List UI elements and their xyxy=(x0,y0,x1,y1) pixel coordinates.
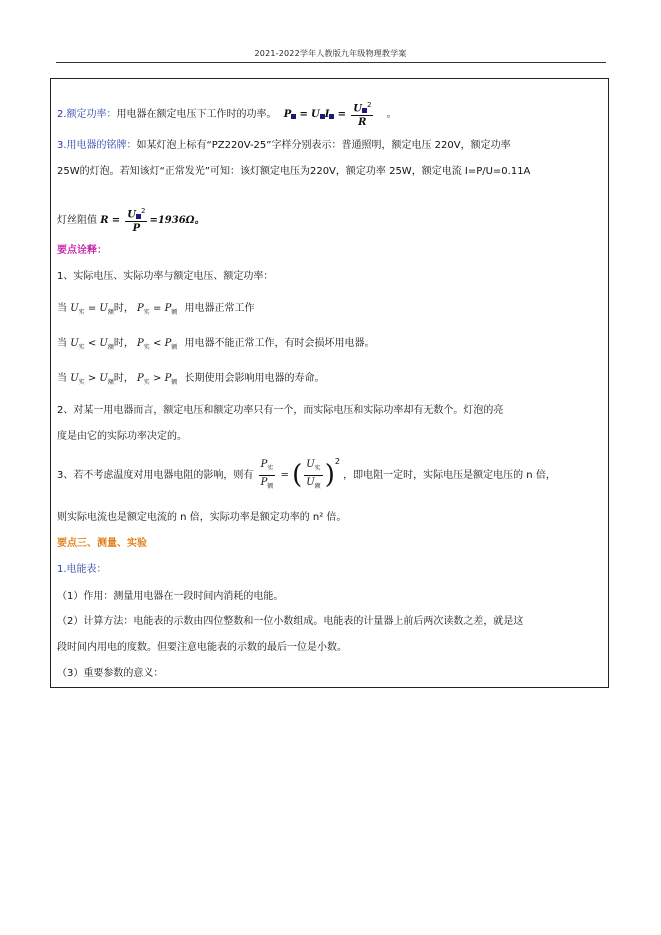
symbol-p: P xyxy=(164,373,172,384)
subscript-block xyxy=(136,214,141,219)
nameplate-line-3 xyxy=(57,205,205,235)
nameplate-line-1 xyxy=(57,139,511,153)
key-point-title: 要点诠释： xyxy=(57,245,107,256)
energy-meter-function: （1）作用：测量用电器在一段时间内消耗的电能。 xyxy=(57,591,284,602)
symbol-u: U xyxy=(99,338,108,349)
symbol-p: P xyxy=(137,338,144,349)
subscript-block xyxy=(362,108,367,113)
rated-power-label: 2.额定功率： xyxy=(57,109,117,121)
subscript-rated: 额 xyxy=(171,379,178,386)
condition-prefix: 当 xyxy=(57,373,67,384)
section-measurement-title: 要点三、测量、实验 xyxy=(57,538,147,549)
formula-fraction xyxy=(351,99,373,129)
subscript-actual: 实 xyxy=(314,464,321,472)
subscript-block xyxy=(291,114,296,119)
subscript-actual: 实 xyxy=(78,379,85,386)
subscript-rated: 额 xyxy=(171,309,178,316)
energy-meter-calc-a: （2）计算方法：电能表的示数由四位整数和一位小数组成。电能表的计量器上前后两次读数之差，就是这 xyxy=(57,616,524,627)
symbol-p: P xyxy=(164,303,172,314)
filament-resistance-label: 灯丝阻值 xyxy=(57,215,97,227)
subscript-rated: 额 xyxy=(267,482,274,490)
right-paren: ) xyxy=(324,460,335,491)
formula-r: R xyxy=(100,215,109,227)
energy-meter-calc-b: 段时间内用电的度数。但要注意电能表的示数的最后一位是小数。 xyxy=(57,642,347,653)
subscript-actual: 实 xyxy=(267,464,274,472)
resistance-result: =1936Ω。 xyxy=(149,215,205,227)
subscript-actual: 实 xyxy=(143,379,150,386)
formula-eq: = xyxy=(337,109,347,121)
key-point-item-3-line xyxy=(57,456,556,496)
voltage-ratio-fraction xyxy=(304,458,322,493)
key-point-item-3b: ，即电阻一定时，实际电压是额定电压的 n 倍， xyxy=(343,470,556,481)
key-point-item-3a: 3、若不考虑温度对用电器电阻的影响，则有 xyxy=(57,470,254,481)
condition-less-result: 用电器不能正常工作，有时会损坏用电器。 xyxy=(184,338,375,349)
symbol-u: U xyxy=(306,458,315,470)
rated-power-text: 用电器在额定电压下工作时的功率。 xyxy=(116,109,277,121)
formula-eq: = xyxy=(111,215,121,227)
subscript-actual: 实 xyxy=(78,344,85,351)
condition-prefix: 当 xyxy=(57,303,67,314)
relation-greater: > xyxy=(87,373,97,384)
energy-meter-params: （3）重要参数的意义： xyxy=(57,668,164,679)
symbol-u: U xyxy=(99,303,108,314)
ratio-power: 2 xyxy=(334,457,340,467)
fraction-denominator: R xyxy=(358,117,367,129)
relation-equal: = xyxy=(280,469,289,481)
symbol-u: U xyxy=(306,476,315,488)
rated-power-end: 。 xyxy=(386,109,397,121)
key-point-item-2a: 2、对某一用电器而言，额定电压和额定功率只有一个，而实际电压和实际功率却有无数个。灯泡的亮 xyxy=(57,405,504,416)
subscript-rated: 额 xyxy=(107,379,114,386)
left-paren: ( xyxy=(292,460,303,491)
relation-greater: > xyxy=(152,373,162,384)
relation-less: < xyxy=(87,338,97,349)
condition-when: 时， xyxy=(113,373,134,384)
power-ratio-formula xyxy=(257,457,340,493)
resistance-formula xyxy=(100,205,204,235)
nameplate-line-2: 25W的灯泡。若知该灯“正常发光”可知：该灯额定电压为220V，额定功率 25W，额定电流 I=P/U=0.11A xyxy=(57,166,531,177)
symbol-u: U xyxy=(70,338,79,349)
nameplate-text-1: 如某灯泡上标有“PZ220V-25”字样分别表示：普通照明，额定电压 220V，额定功率 xyxy=(136,140,511,151)
symbol-u: U xyxy=(99,373,108,384)
condition-prefix: 当 xyxy=(57,338,67,349)
key-point-item-1: 1、实际电压、实际功率与额定电压、额定功率： xyxy=(57,271,274,282)
fraction-power: 2 xyxy=(366,101,372,109)
subscript-actual: 实 xyxy=(78,309,85,316)
condition-less-line xyxy=(57,337,375,355)
resistance-fraction xyxy=(125,205,147,235)
key-point-item-2b: 度是由它的实际功率决定的。 xyxy=(57,431,187,442)
key-point-item-3c: 则实际电流也是额定电流的 n 倍，实际功率是额定功率的 n² 倍。 xyxy=(57,512,347,523)
header-divider xyxy=(56,62,606,63)
subscript-rated: 额 xyxy=(314,482,321,490)
condition-greater-result: 长期使用会影响用电器的寿命。 xyxy=(184,373,325,384)
symbol-p: P xyxy=(137,303,144,314)
symbol-p: P xyxy=(137,373,144,384)
fraction-power: 2 xyxy=(141,207,146,215)
condition-when: 时， xyxy=(113,338,134,349)
subscript-rated: 额 xyxy=(171,344,178,351)
formula-i: I xyxy=(324,109,330,121)
nameplate-label: 3.用电器的铭牌： xyxy=(57,140,137,151)
symbol-p: P xyxy=(260,458,268,470)
power-ratio-fraction xyxy=(259,458,276,493)
symbol-u: U xyxy=(70,303,79,314)
formula-u: U xyxy=(311,109,320,121)
condition-when: 时， xyxy=(113,303,134,314)
subscript-block xyxy=(329,114,334,119)
relation-equal: = xyxy=(87,303,97,314)
subscript-actual: 实 xyxy=(143,309,150,316)
page-header-title: 2021-2022学年人教版九年级物理教学案 xyxy=(254,49,407,58)
symbol-p: P xyxy=(260,476,268,488)
subscript-rated: 额 xyxy=(107,309,114,316)
rated-power-formula xyxy=(284,99,376,129)
rated-power-line xyxy=(57,99,397,129)
relation-less: < xyxy=(152,338,162,349)
fraction-denominator: P xyxy=(132,223,141,235)
subscript-actual: 实 xyxy=(143,344,150,351)
symbol-u: U xyxy=(70,373,79,384)
formula-p: P xyxy=(283,109,292,121)
relation-equal: = xyxy=(152,303,162,314)
formula-eq: = xyxy=(299,109,308,121)
condition-equal-line xyxy=(57,302,255,320)
symbol-p: P xyxy=(164,338,172,349)
condition-equal-result: 用电器正常工作 xyxy=(184,303,255,314)
fraction-numerator: U xyxy=(127,209,136,221)
subscript-rated: 额 xyxy=(107,344,114,351)
condition-greater-line xyxy=(57,372,325,390)
fraction-numerator: U xyxy=(353,103,362,115)
energy-meter-heading: 1.电能表： xyxy=(57,564,107,575)
